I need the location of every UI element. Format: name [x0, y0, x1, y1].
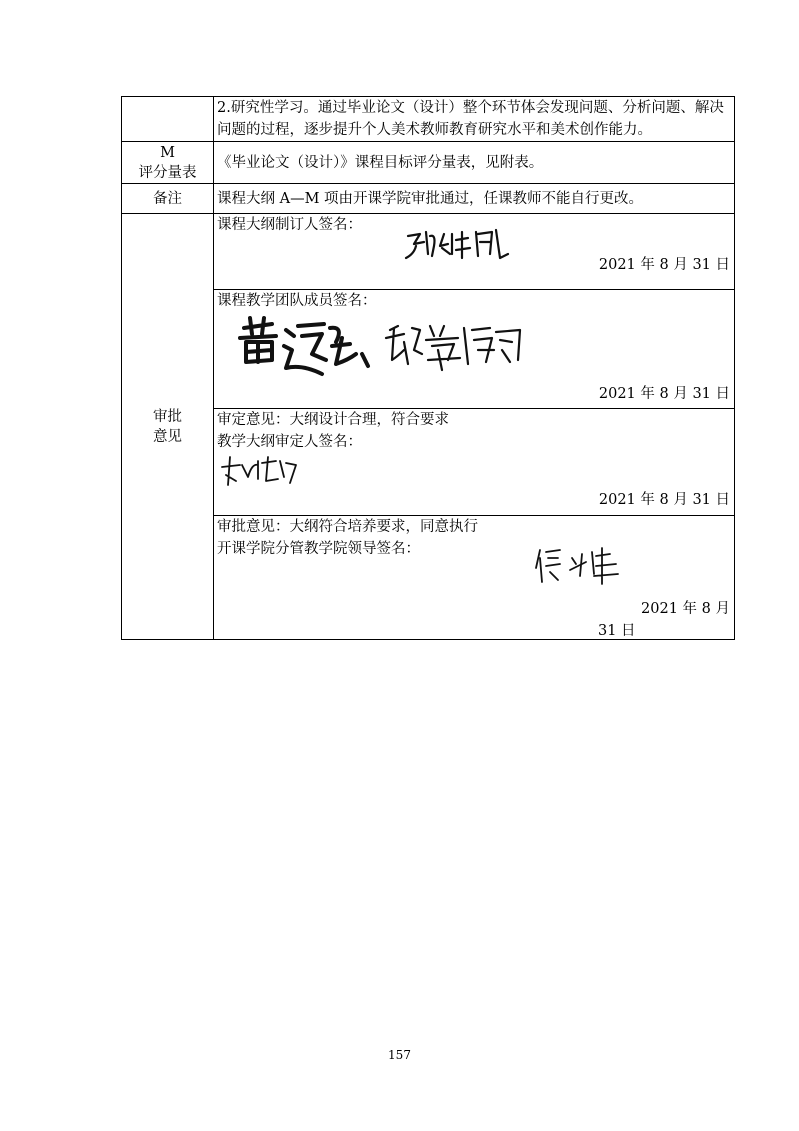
row-approval-team — [122, 290, 735, 409]
drafter-title: 课程大纲制订人签名： — [217, 217, 362, 233]
approval-label — [122, 214, 214, 640]
dean-date-line2: 31 日 — [598, 623, 636, 639]
team-signature-image-2 — [382, 320, 532, 376]
row-label-empty — [122, 97, 214, 142]
rubric-label — [122, 142, 214, 184]
remarks-label: 备注 — [122, 184, 214, 214]
row-approval-drafter — [122, 214, 735, 290]
research-learning-text: 2.研究性学习。通过毕业论文（设计）整个环节体会发现问题、分析问题、解决问题的过程，逐步提升个人美术教师教育研究水平和美术创作能力。 — [214, 97, 735, 142]
dean-date-line1: 2021 年 8 月 — [641, 601, 730, 617]
rubric-label-m: M — [160, 144, 175, 161]
reviewer-title: 教学大纲审定人签名： — [217, 434, 362, 450]
team-title: 课程教学团队成员签名： — [217, 293, 377, 309]
rubric-label-text: 评分量表 — [138, 164, 197, 181]
row-rubric — [122, 142, 735, 184]
dean-title: 开课学院分管教学院领导签名： — [217, 541, 420, 557]
reviewer-opinion: 审定意见：大纲设计合理，符合要求 — [217, 412, 449, 428]
reviewer-date: 2021 年 8 月 31 日 — [598, 492, 730, 508]
row-approval-dean — [122, 516, 735, 640]
team-signature-image-1 — [232, 314, 382, 384]
reviewer-signature-image — [218, 453, 302, 489]
row-research-learning — [122, 97, 735, 142]
remarks-text: 课程大纲 A—M 项由开课学院审批通过，任课教师不能自行更改。 — [214, 184, 735, 214]
team-date: 2021 年 8 月 31 日 — [598, 386, 730, 402]
syllabus-table — [121, 96, 735, 640]
dean-section — [214, 516, 735, 640]
reviewer-section — [214, 409, 735, 516]
dean-opinion: 审批意见：大纲符合培养要求，同意执行 — [217, 519, 478, 535]
row-approval-reviewer — [122, 409, 735, 516]
page-number: 157 — [388, 1048, 411, 1062]
drafter-section — [214, 214, 735, 290]
dean-signature-image — [532, 544, 628, 588]
row-remarks — [122, 184, 735, 214]
approval-label-line1: 审批 — [153, 408, 182, 425]
drafter-date: 2021 年 8 月 31 日 — [598, 257, 730, 273]
rubric-text: 《毕业论文（设计）》课程目标评分量表，见附表。 — [214, 142, 735, 184]
team-section — [214, 290, 735, 409]
approval-label-line2: 意见 — [153, 428, 182, 445]
drafter-signature-image — [400, 224, 520, 266]
